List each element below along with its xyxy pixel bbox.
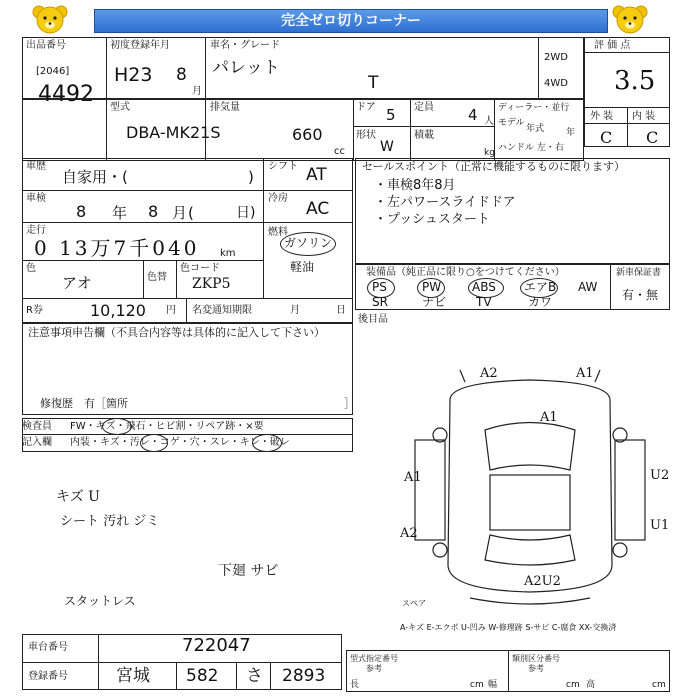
notes-title: 注意事項申告欄（不具合内容等は具体的に記入して下さい） [28,326,325,339]
handle-label: ハンドル 左・右 [498,143,564,153]
handwritten-note-4: スタットレス [64,594,136,608]
name-change-month: 月 [290,305,300,316]
damage-mark-5: U2 [650,468,670,483]
shape-value: W [380,139,394,155]
aftermarket-label: 後目品 [358,314,388,325]
damage-mark-3: A1 [540,410,558,425]
inspection-day-open: ( [188,204,194,222]
height-label: 高 [586,680,596,690]
capacity-unit: 人 [484,116,494,127]
repair-history-close: ］ [344,397,355,410]
bear-logo-right [610,4,650,36]
interior-grade: C [646,128,659,147]
fuel-diesel: 軽油 [290,260,315,274]
equip-ps: PS [372,280,387,294]
equip-sr: SR [372,295,388,309]
inspector-stain-circle [140,434,168,452]
door-label: ドア [356,102,376,113]
registration-class: 582 [186,666,219,686]
damage-mark-2: A1 [576,366,594,381]
exterior-grade: C [600,128,613,147]
recycle-value: 10,120 [90,301,146,320]
inspection-day-close: 日) [236,205,256,221]
damage-legend: A-キズ E-エクボ U-凹み W-修理跡 S-サビ C-腐食 XX-交換済 [400,623,617,632]
year-label: 年式 [526,124,545,134]
usage-label: 車歴 [26,161,46,172]
bear-logo-left [30,4,70,36]
usage-value: 自家用・( [62,168,128,186]
color-change-label: 色替 [147,272,167,283]
damage-mark-8: A2U2 [524,574,561,589]
capacity-label: 定員 [414,102,434,113]
equip-tv: TV [476,295,492,309]
repair-history: 修復歴 有［箇所 [40,397,128,410]
length-label: 長 [350,680,360,690]
ac-value: AC [306,199,330,219]
reg-date-label: 初度登録年月 [110,40,170,51]
warranty-label: 新車保証書 [616,268,662,278]
capacity-value: 4 [468,106,478,124]
inspection-month: 8 [148,202,159,221]
inspection-year: 8 [76,202,87,221]
fuel-gas: ガソリン [284,236,333,250]
sales-point-3: ・プッシュスタート [374,212,490,227]
inspection-month-unit: 月 [172,204,188,222]
plate-label: 車台番号 [28,642,68,653]
type-number-label: 型式指定番号 [350,654,398,663]
spare-label: スペア [402,599,426,608]
handwritten-note-3: 下廻 サビ [218,563,279,579]
ac-label: 冷房 [268,193,288,204]
drive-4wd: 4WD [544,78,568,89]
drive-2wd: 2WD [544,52,568,63]
color-code-value: ZKP5 [192,276,231,292]
banner-title: 完全ゼロ切りコーナー [94,9,608,33]
shift-value: AT [306,165,327,185]
load-unit: kg [484,148,495,158]
inspector-scratch-circle [102,418,132,435]
exterior-label: 外 装 [590,111,614,122]
interior-label: 内 装 [632,111,656,122]
name-change-label: 名変通知期限 [192,305,252,316]
shape-label: 形状 [356,130,376,141]
height-unit: cm [652,680,666,690]
sales-box [355,158,670,264]
color-value: アオ [62,274,92,292]
sales-point-2: ・左パワースライドドア [374,195,516,210]
type-ref: 参考 [366,664,382,673]
lot-number: 4492 [38,82,94,107]
lot-label: 出品番号 [26,40,66,51]
damage-mark-7: U1 [650,518,670,533]
inspection-label: 車検 [26,193,46,204]
inspection-year-unit: 年 [112,204,128,222]
mileage-unit: km [220,248,236,259]
model-year-label: モデル [498,118,525,128]
category-ref: 参考 [528,664,544,673]
equip-leather: カワ [528,295,553,309]
reg-month-unit: 月 [192,86,202,97]
car-name-label: 車名・グレード [210,40,280,51]
width-unit: cm [566,680,580,690]
fuel-gas-circle [280,232,336,256]
registration-label: 登録番号 [28,671,68,682]
model-label: 型式 [110,102,130,113]
damage-mark-6: A2 [400,526,418,541]
mileage-value: 0 13万7千040 [34,236,200,260]
registration-number: 2893 [282,666,326,686]
color-label: 色 [26,263,36,274]
reg-era: H23 [114,64,153,86]
recycle-label: R券 [26,305,43,316]
equip-airbag: エアB [524,280,557,294]
equip-aw: AW [578,280,598,294]
displacement-value: 660 [292,125,323,144]
name-change-day: 日 [336,305,346,316]
plate-value: 722047 [182,635,251,656]
dealer-label: ディーラー・並行 [498,103,570,113]
inspector-row1: FW・キズ・飛石・ヒビ割・リペア跡・×要 [70,421,264,432]
year-unit: 年 [566,128,576,138]
mileage-label: 走行 [26,225,46,236]
registration-kana: さ [246,666,263,686]
handwritten-note-1: キズ U [56,489,100,505]
score-label: 評 価 点 [594,40,631,51]
width-label: 幅 [488,680,498,690]
reg-month: 8 [176,65,187,85]
sales-title: セールスポイント（正常に機能するものに限ります） [362,160,626,173]
recycle-unit: 円 [166,305,176,316]
registration-city: 宮城 [116,666,150,686]
category-number-label: 類別区分番号 [512,654,560,663]
inspector-wear-circle [252,434,282,452]
displacement-unit: cc [334,146,345,157]
equip-abs: ABS [472,280,496,294]
grade: T [368,73,379,93]
usage-close: ) [248,168,254,186]
inspector-label: 検査員 [22,421,52,432]
equip-navi: ナビ [422,295,447,309]
inspector-entry-label: 記入欄 [22,437,52,448]
warranty-value: 有・無 [622,288,659,302]
lot-small: [2046] [36,66,70,77]
length-unit: cm [470,680,484,690]
score-value: 3.5 [614,66,656,96]
fuel-label: 燃料 [268,227,288,238]
load-label: 積載 [414,130,434,141]
handwritten-note-2: シート 汚れ ジミ [60,514,160,529]
shift-label: シフト [268,161,298,172]
damage-mark-4: A1 [404,470,422,485]
displacement-label: 排気量 [210,102,240,113]
equipment-title: 装備品（純正品に限り○をつけてください） [366,267,565,278]
damage-mark-1: A2 [480,366,498,381]
model-value: DBA-MK21S [126,123,221,142]
color-code-label: 色コード [180,263,220,274]
sales-point-1: ・車検8年8月 [374,178,456,193]
equip-pw: PW [422,280,442,294]
inspector-row2: 内装・キズ・汚レ・コゲ・穴・スレ・キレ・破レ [70,437,290,448]
car-name: パレット [212,58,280,78]
door-value: 5 [386,106,396,124]
